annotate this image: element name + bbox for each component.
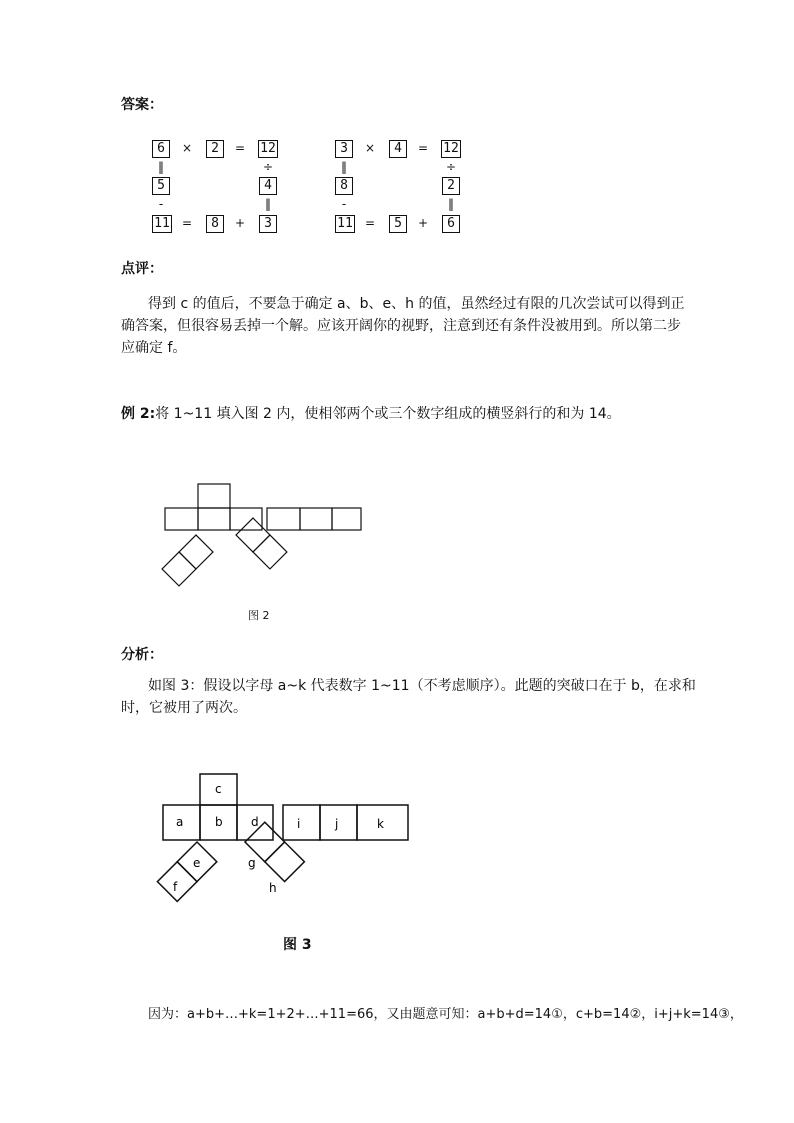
grid1-equals-sign-top: =: [234, 141, 246, 155]
comment-line-1: 得到 c 的值后，不要急于确定 a、b、e、h 的值，虽然经过有限的几次尝试可以得到正: [148, 296, 685, 312]
fig3-label-i: i: [297, 817, 301, 831]
grid1-top-2: 2: [206, 140, 224, 158]
figure-3-caption: 图 3: [283, 937, 312, 953]
comment-heading: 点评：: [121, 261, 163, 277]
equation-line: 因为：a+b+…+k=1+2+…+11=66，又由题意可知：a+b+d=14①，c+b=14②，i+j+k=14③，: [148, 1007, 743, 1022]
fig3-label-e: e: [193, 856, 201, 870]
grid2-plus-sign: +: [417, 216, 429, 230]
grid2-times-sign: ×: [364, 141, 376, 155]
grid1-plus-sign: +: [234, 216, 246, 230]
figure-2-caption: 图 2: [248, 609, 270, 622]
grid2-bottom-3: 6: [442, 215, 460, 233]
fig3-label-d: d: [251, 815, 259, 829]
fig2-cell-row-6: [332, 508, 361, 530]
grid1-vertical-equals: ‖: [158, 160, 164, 174]
analysis-line-2: 时，它被用了两次。: [121, 700, 247, 716]
figure-3: [145, 768, 415, 918]
fig3-cell-h: [265, 842, 305, 882]
grid2-bottom-2: 5: [389, 215, 407, 233]
analysis-heading: 分析：: [121, 647, 163, 663]
grid1-top-1: 6: [152, 140, 170, 158]
example2-label: 例 2:: [121, 406, 156, 422]
grid1-bottom-2: 8: [206, 215, 224, 233]
fig3-label-b: b: [215, 815, 223, 829]
fig3-cell-j: [320, 805, 357, 840]
figure-2: [140, 475, 380, 620]
fig2-diag-right-1: [236, 518, 270, 552]
grid1-bottom-1: 11: [152, 215, 172, 233]
fig3-label-j: j: [335, 817, 339, 831]
fig2-diag-left-1: [179, 535, 213, 569]
fig3-label-a: a: [176, 815, 184, 829]
grid2-middle-left: 8: [335, 177, 353, 195]
fig2-cell-row-2: [198, 508, 230, 530]
grid1-vertical-equals-right: ‖: [265, 197, 271, 211]
fig3-cell-i: [283, 805, 320, 840]
grid2-middle-right: 2: [442, 177, 460, 195]
comment-line-3: 应确定 f。: [121, 340, 187, 356]
grid2-divide-sign: ÷: [445, 160, 457, 174]
fig2-cell-row-4: [267, 508, 300, 530]
fig3-label-f: f: [173, 880, 178, 894]
fig3-label-h: h: [269, 881, 277, 895]
grid2-top-1: 3: [335, 140, 353, 158]
grid1-top-3: 12: [258, 140, 278, 158]
fig2-cell-row-1: [165, 508, 198, 530]
grid1-middle-left: 5: [152, 177, 170, 195]
grid2-vertical-equals-right: ‖: [448, 197, 454, 211]
fig2-diag-left-2: [162, 552, 196, 586]
grid1-minus-sign: -: [158, 197, 164, 211]
grid1-divide-sign: ÷: [262, 160, 274, 174]
analysis-line-1: 如图 3：假设以字母 a~k 代表数字 1~11（不考虑顺序）。此题的突破口在于 b，在求和: [148, 678, 696, 694]
comment-line-2: 确答案，但很容易丢掉一个解。应该开阔你的视野，注意到还有条件没被用到。所以第二步: [121, 318, 681, 334]
grid2-equals-sign-top: =: [417, 141, 429, 155]
fig2-cell-row-5: [300, 508, 332, 530]
grid2-equals-sign-bottom: =: [364, 216, 376, 230]
example2-text: 将 1~11 填入图 2 内，使相邻两个或三个数字组成的横竖斜行的和为 14。: [155, 406, 621, 422]
fig2-cell-row-3: [230, 508, 262, 530]
answer-heading: 答案：: [121, 97, 163, 113]
fig2-diag-right-2: [253, 535, 287, 569]
grid2-minus-sign: -: [341, 197, 347, 211]
example2-statement: [121, 402, 621, 426]
fig2-cell-top: [198, 484, 230, 508]
grid2-top-2: 4: [389, 140, 407, 158]
fig3-label-g: g: [248, 856, 256, 870]
grid2-top-3: 12: [441, 140, 461, 158]
fig3-label-c: c: [215, 782, 222, 796]
grid1-times-sign: ×: [181, 141, 193, 155]
grid2-bottom-1: 11: [335, 215, 355, 233]
fig3-label-k: k: [377, 817, 384, 831]
grid1-bottom-3: 3: [259, 215, 277, 233]
grid2-vertical-equals: ‖: [341, 160, 347, 174]
grid1-middle-right: 4: [259, 177, 277, 195]
grid1-equals-sign-bottom: =: [181, 216, 193, 230]
